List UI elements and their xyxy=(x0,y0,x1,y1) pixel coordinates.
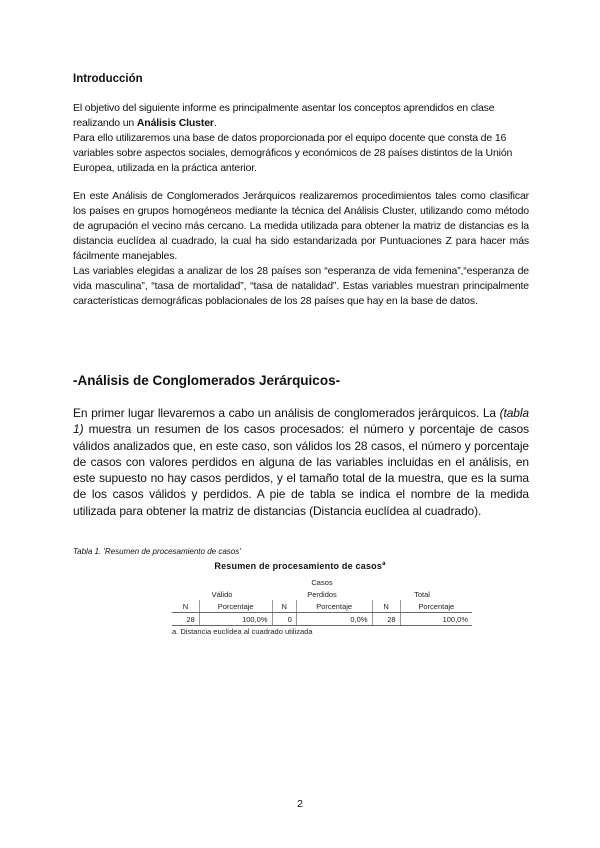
cell-lost-pct: 0,0% xyxy=(296,613,372,626)
header-n-lost: N xyxy=(272,600,296,613)
header-n-valid: N xyxy=(172,600,199,613)
intro-p1-bold: Análisis Cluster xyxy=(136,117,214,129)
intro-p1-end: . xyxy=(213,117,217,129)
table-title-sup: a xyxy=(382,561,386,567)
case-summary-table xyxy=(172,576,472,626)
intro-p1-text: El objetivo del siguiente informe es principalmente asentar los conceptos aprendidos en clase realizando un xyxy=(73,102,495,129)
table-header-row-1 xyxy=(172,576,472,588)
header-valido: Válido xyxy=(211,589,233,599)
intro-paragraph-4: Las variables elegidas a analizar de los 28 países son “esperanza de vida femenina”,“esperanza de vida masculina”, “tasa de mortalidad”, “tasa de natalidad”. Estas variables muestran principalmente características demográficas poblacionales de los 28 países que hay en la base de datos. xyxy=(73,265,529,307)
cell-valid-pct: 100,0% xyxy=(199,613,272,626)
header-total: Total xyxy=(414,589,430,599)
table-title xyxy=(160,561,440,571)
section-p-text: En primer lugar llevaremos a cabo un análisis de conglomerados jerárquicos. La xyxy=(73,406,500,420)
cell-total-n: 28 xyxy=(372,613,400,626)
cell-lost-n: 0 xyxy=(272,613,296,626)
cell-valid-n: 28 xyxy=(172,613,199,626)
table-footnote: a. Distancia euclídea al cuadrado utilizada xyxy=(172,627,313,636)
table-header-row-2 xyxy=(172,588,472,600)
intro-heading: Introducción xyxy=(73,73,143,85)
table-header-row-3 xyxy=(172,600,472,613)
header-perdidos: Perdidos xyxy=(307,589,337,599)
header-pct-total: Porcentaje xyxy=(400,600,472,613)
section-p-rest: muestra un resumen de los casos procesados: el número y porcentaje de casos válidos analizados que, en este caso, son válidos los 28 casos, el número y porcentaje de casos con valores perdidos en alguna de las variables incluidas en el análisis, en este supuesto no hay casos perdidos, y el tamaño total de la muestra, que es la suma de los casos válidos y perdidos. A pie de tabla se indica el nombre de la medida utilizada para obtener la matriz de distancias (Distancia euclídea al cuadrado). xyxy=(73,422,529,518)
cell-total-pct: 100,0% xyxy=(400,613,472,626)
intro-paragraph-3: En este Análisis de Conglomerados Jerárquicos realizaremos procedimientos tales como clasificar los países en grupos homogéneos mediante la técnica del Análisis Cluster, utilizando como método de agrupación el vecino más cercano. La medida utilizada para obtener la matriz de distancias es la distancia euclídea al cuadrado, la cual ha sido estandarizada por Puntuaciones Z para hacer más fácilmente manejables. xyxy=(73,190,529,262)
intro-paragraph-1 xyxy=(73,101,529,131)
header-pct-valid: Porcentaje xyxy=(199,600,272,613)
header-n-total: N xyxy=(372,600,400,613)
table-row xyxy=(172,613,472,626)
header-pct-lost: Porcentaje xyxy=(296,600,372,613)
section-paragraph xyxy=(73,405,529,519)
page-number: 2 xyxy=(297,798,303,810)
table-reference: (tabla 1) xyxy=(73,406,529,437)
table-title-text: Resumen de procesamiento de casos xyxy=(214,561,383,571)
section-heading: -Análisis de Conglomerados Jerárquicos- xyxy=(73,373,341,388)
table-caption: Tabla 1. 'Resumen de procesamiento de casos' xyxy=(73,547,241,556)
header-casos: Casos xyxy=(311,577,333,587)
intro-paragraph-2: Para ello utilizaremos una base de datos proporcionada por el equipo docente que consta de 16 variables sobre aspectos sociales, demográficos y económicos de 28 países distintos de la Unión Europea, utilizada en la práctica anterior. xyxy=(73,132,513,174)
